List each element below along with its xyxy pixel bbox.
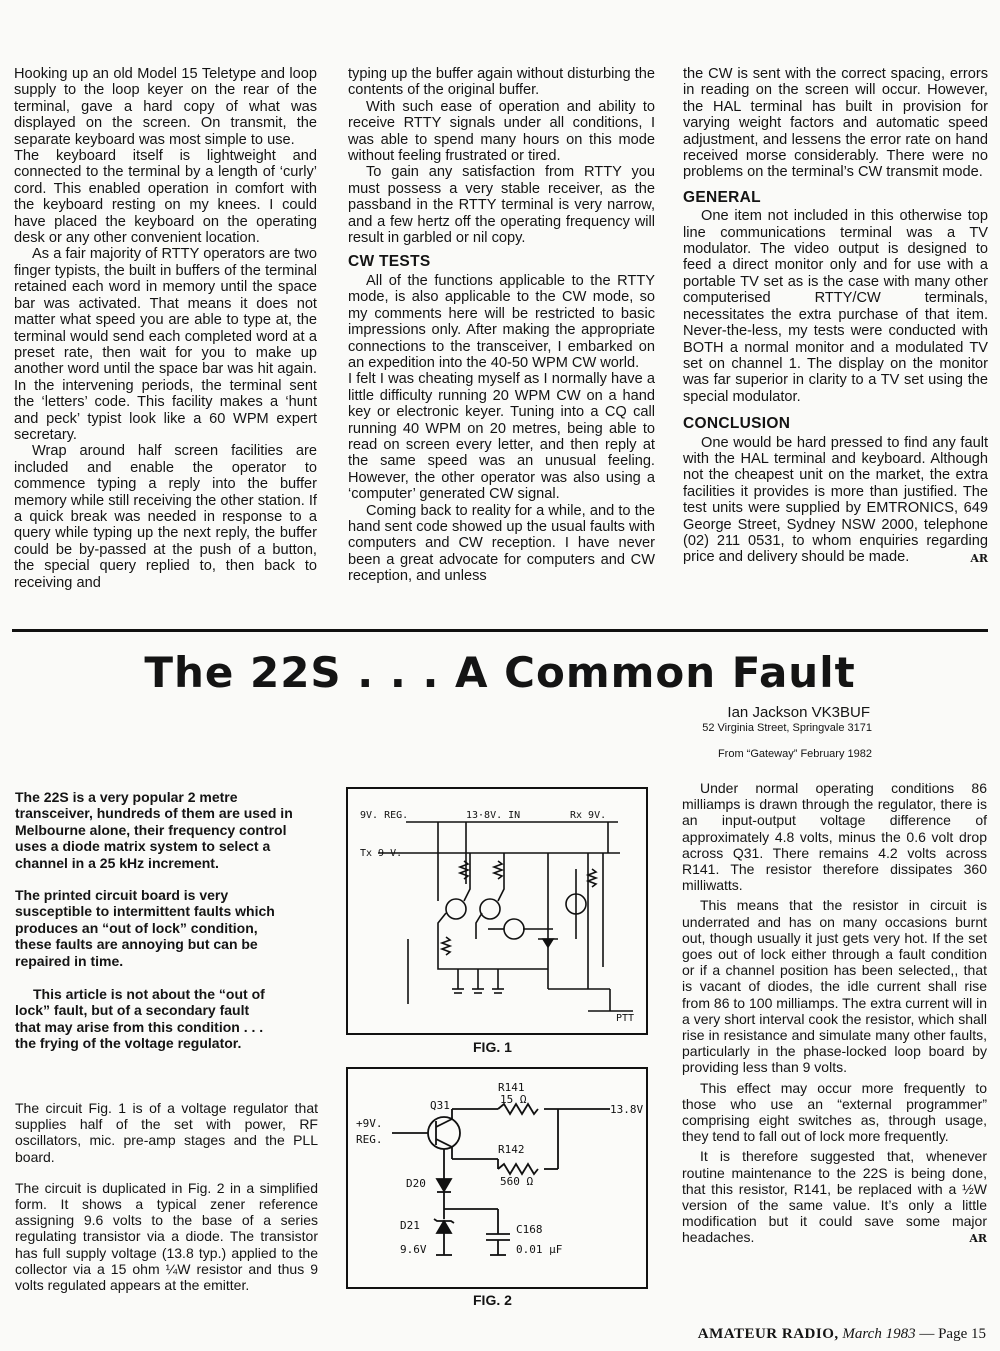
author-address: 52 Virginia Street, Springvale 3171 [702,722,872,734]
fig2-label-r141-value: 15 Ω [500,1093,527,1106]
fig2-label-d20: D20 [406,1177,426,1190]
paragraph: I felt I was cheating myself as I normally have a little difficulty running 20 WPM CW on a hand key or electronic keyer. Tuning into a CQ call running 40 WPM on 20 metres, being able to read on screen every letter, and then reply at the same speed was an unusual feeling. However, the other operator was also using a ‘computer’ generated CW signal. [348,371,655,503]
paragraph: This means that the resistor in circuit is underrated and has on many occasions burnt out, though usually it just gets very hot. If the set goes out of lock either through a fault condition or if a channel position has been selected,, that is vacant of diodes, the idle current shall rise from 86 to 100 milliamps. The extra current will in a very short interval cook the resistor, which shall rise in resistance and simulate many other faults, particularly in the phase-locked loop board by providing less than 9 volts. [682,897,987,1076]
end-mark: AR [969,1232,987,1246]
paragraph: To gain any satisfaction from RTTY you must possess a very stable receiver, as the passband in the RTTY terminal is very narrow, and a few hertz off the operating frequency will result in garbled or nil copy. [348,164,655,247]
footer-date: March 1983 [842,1326,916,1342]
top-col-3 [683,66,988,568]
top-col-2 [348,66,655,585]
paragraph: As a fair majority of RTTY operators are two finger typists, the built in buffers of the terminal retained each word in memory until the space bar was activated. That means it does not matter what speed you are able to type at, the terminal would send each completed word at a preset rate, then wait for you to make up another word until the space bar was hit again. In the intervening periods, the terminal sent the ‘letters’ code. This facility makes a ‘hunt and peck’ typist look like a 60 WPM expert secretary. [14,246,317,443]
article-source: From “Gateway” February 1982 [717,748,872,760]
body-col-right [682,780,987,1248]
footer-page-number: — Page 15 [919,1326,986,1342]
section-heading-conclusion: CONCLUSION [683,415,791,433]
final-paragraph-text: It is therefore suggested that, whenever routine maintenance to the 22S is being done, that this resistor, R141, be replaced with a ½W version of the same value. It’s only a little modification but it could save some major headaches. [682,1148,987,1246]
body-col-left [15,1100,318,1293]
paragraph [682,1148,987,1245]
fig1-label-13v8-in: 13·8V. IN [466,810,521,821]
fig2-label-zener-voltage: 9.6V [400,1243,427,1256]
paragraph: the CW is sent with the correct spacing, errors in reading on the screen will occur. However, the HAL terminal has built in provision for varying weight factors and automatic speed adjustment, and lessens the error rate on hand received morse considerably. There were no problems on the terminal’s CW transmit mode. [683,66,988,181]
paragraph: One item not included in this otherwise top line communications terminal was a TV modulator. The video output is designed to feed a direct monitor only and for use with a portable TV set as is the case with many other computerised RTTY/CW terminals, necessitates the extra purchase of that item. Never-the-less, my tests were conducted with BOTH a normal monitor and a modulated TV set on channel 1. The display on the monitor was far superior in clarity to a TV set using the special modulator. [683,208,988,405]
section-divider [12,629,988,632]
figure-2-caption: FIG. 2 [473,1292,512,1308]
fig2-label-q31: Q31 [430,1099,450,1112]
top-col-1 [14,66,317,591]
fig2-label-c168-value: 0.01 µF [516,1243,563,1256]
article-title: The 22S . . . A Common Fault [144,648,856,697]
paragraph: typing up the buffer again without disturbing the contents of the original buffer. [348,66,655,99]
fig2-schematic [348,1069,646,1287]
fig2-label-r142: R142 [498,1143,525,1156]
fig1-schematic [348,789,646,1033]
figure-1-caption: FIG. 1 [473,1039,512,1055]
fig2-label-reg: REG. [356,1133,383,1146]
paragraph [683,435,988,566]
conclusion-text: One would be hard pressed to find any fault with the HAL terminal and keyboard. Although not the cheapest unit on the market, the extra facilities it provides is more than justified. The test units were supplied by EMTRONICS, 649 George Street, Sydney NSW 2000, telephone (02) 211 0531, to whom enquiries regarding price and delivery should be made. [683,434,988,566]
fig2-label-c168: C168 [516,1223,543,1236]
paragraph: With such ease of operation and ability to receive RTTY signals under all conditions, I was able to spend many hours on this mode without feeling frustrated or tired. [348,98,655,165]
paragraph: The keyboard itself is lightweight and connected to the terminal by a length of ‘curly’ cord. This enabled operation in comfort with the keyboard resting on my knees. I could have placed the keyboard on the operating desk or any other convenient location. [14,148,317,247]
paragraph: Under normal operating conditions 86 milliamps is drawn through the regulator, there is an input-output voltage difference of approximately 4.8 volts, minus the 0.6 volt drop across Q31. There remains 4.2 volts across R141. The resistor therefore dissipates 360 milliwatts. [682,780,987,894]
intro-paragraph: This article is not about the “out of lock” fault, but of a secondary fault that may arise from this condition . . . the frying of the voltage regulator. [15,986,265,1052]
fig1-label-rx-9v: Rx 9V. [570,810,607,821]
section-heading-cw-tests: CW TESTS [348,253,431,271]
paragraph: Hooking up an old Model 15 Teletype and loop supply to the loop keyer on the rear of the terminal, gave a hard copy of what was displayed on the screen. On transmit, the separate keyboard was most simple to use. [14,66,317,148]
page-footer [698,1326,986,1343]
fig1-label-tx-9v: Tx 9 V. [360,848,403,859]
paragraph: This effect may occur more frequently to those who use an “external programmer” comprising eight switches as, through usage, they tend to fall out of lock more frequently. [682,1079,987,1145]
article-author: Ian Jackson VK3BUF [727,704,870,721]
section-heading-general: GENERAL [683,188,761,206]
fig1-label-9v-reg: 9V. REG. [360,810,409,821]
footer-magazine: AMATEUR RADIO, [697,1326,839,1342]
paragraph: All of the functions applicable to the RTTY mode, is also applicable to the CW mode, so my comments here will be restricted to basic impressions only. After making the appropriate connections to the transceiver, I embarked on an expedition into the 40-50 WPM CW world. [348,272,655,371]
figure-2 [346,1067,648,1289]
paragraph: Coming back to reality for a while, and to the hand sent code showed up the usual faults with computers and CW reception. I have never been a great advocate for computers and CW reception, and unless [348,502,655,585]
paragraph: The circuit is duplicated in Fig. 2 in a simplified form. It shows a typical zener reference assigning 9.6 volts to the base of a series regulating transistor via a diode. The transistor has full supply voltage (13.8 typ.) applied to the collector via a 15 ohm ¼W resistor and thus 9 volts regulated appears at the emitter. [15,1179,318,1294]
fig2-label-plus-9v: +9V. [356,1117,383,1130]
fig2-label-d21: D21 [400,1219,420,1232]
fig2-label-13v8-out: 13.8V [610,1103,644,1116]
paragraph: The circuit Fig. 1 is of a voltage regulator that supplies half of the set with power, RF oscillators, mic. pre-amp stages and the PLL board. [15,1100,318,1165]
end-mark: AR [970,552,988,566]
intro-paragraph: The 22S is a very popular 2 metre transceiver, hundreds of them are used in Melbourne alone, their frequency control uses a diode matrix system to select a channel in a 25 kHz increment. [15,789,293,871]
fig2-label-r141: R141 [498,1081,525,1094]
fig1-label-ptt: PTT [616,1013,635,1024]
intro-paragraph: The printed circuit board is very susceptible to intermittent faults which produces an “out of lock” condition, these faults are annoying but can be repaired in time. [15,887,275,969]
fig2-label-r142-value: 560 Ω [500,1175,534,1188]
paragraph: Wrap around half screen facilities are included and enable the operator to commence typing a reply into the buffer memory while still receiving the other station. If a quick break was needed in response to a query while typing up the next reply, the buffer could be by-passed at the push of a button, the special query replied to, then back to receiving and [14,443,317,591]
figure-1 [346,787,648,1035]
